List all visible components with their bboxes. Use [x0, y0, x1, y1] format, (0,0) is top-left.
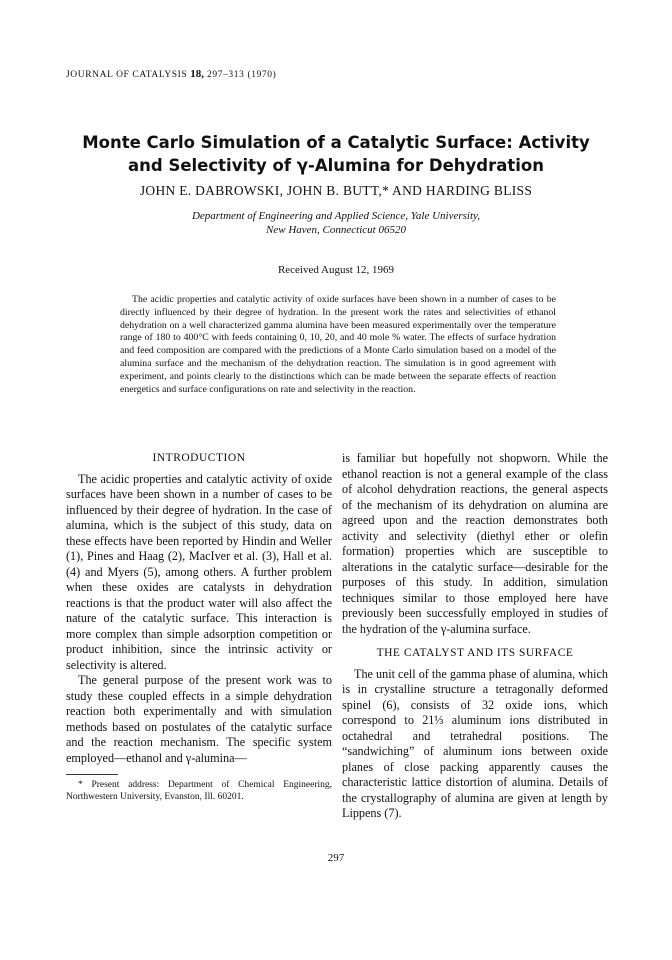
- right-paragraph-1: is familiar but hopefully not shopworn. While the ethanol reaction is not a general example of the class of alcohol dehydration reactions, the general aspects of the mechanism of its dehydration on alumina are agreed upon and the reaction demonstrates both activity and selectivity (diethyl ether or olefin formation) properties which are susceptible to alterations in the catalytic surface—desirable for the purposes of this study. In addition, simulation techniques similar to those employed here have previously been successfully employed in studies of the hydration of the γ-alumina surface.: [342, 451, 608, 636]
- received-date: Received August 12, 1969: [277, 264, 395, 276]
- journal-citation: [66, 68, 276, 80]
- journal-name: JOURNAL OF CATALYSIS: [66, 70, 188, 80]
- affiliation-line-2: New Haven, Connecticut 06520: [266, 224, 406, 236]
- journal-pages: 297–313 (1970): [207, 70, 277, 80]
- intro-paragraph-2: The general purpose of the present work was to study these coupled effects in a simple dehydration reaction both experimentally and with simulation methods based on postulates of the catalytic surface and the reaction mechanism. The specific system employed—ethanol and γ-alumina—: [66, 673, 332, 765]
- abstract: [120, 294, 556, 396]
- author-list: JOHN E. DABROWSKI, JOHN B. BUTT,* AND HARDING BLISS: [139, 183, 533, 198]
- right-column: [342, 451, 608, 822]
- catalyst-paragraph-1: The unit cell of the gamma phase of alumina, which is in crystalline structure a tetragonally deformed spinel (6), consists of 32 oxide ions, which correspond to 21⅓ aluminum ions distributed in octahedral and tetrahedral positions. The “sandwiching” of aluminum ions between oxide planes of close packing apparently causes the characteristic lattice distortion of alumina. Details of the crystallography of alumina are given at length by Lippens (7).: [342, 666, 608, 820]
- abstract-text: The acidic properties and catalytic activity of oxide surfaces have been shown in a number of cases to be directly influenced by their degree of hydration. In the present work the rates and selectivities of ethanol dehydration on a well characterized gamma alumina have been measured experimentally over the temperature range of 180 to 400°C with feeds containing 0, 10, 20, and 40 mole % water. The effects of surface hydration and feed composition are compared with the predictions of a Monte Carlo simulation based on a model of the alumina surface and the mechanism of the dehydration reaction. The simulation is in good agreement with experiment, and points clearly to the distinctions which can be made between the separate effects of reaction energetics and surface configurations on rate and selectivity in the reaction.: [120, 294, 556, 395]
- footnote: * Present address: Department of Chemical Engineering, Northwestern University, Evanston, Ill. 60201.: [66, 780, 332, 802]
- catalyst-heading: THE CATALYST AND ITS SURFACE: [376, 647, 574, 659]
- left-column: [66, 451, 332, 803]
- page-number: 297: [327, 852, 345, 864]
- affiliation-line-1: Department of Engineering and Applied Science, Yale University,: [191, 210, 481, 222]
- paper-title: Monte Carlo Simulation of a Catalytic Surface: Activity and Selectivity of γ-Alumina for Dehydration: [82, 133, 590, 175]
- introduction-heading: INTRODUCTION: [152, 452, 246, 464]
- affiliation: [70, 209, 602, 237]
- footnote-rule: [66, 774, 118, 775]
- intro-paragraph-1: The acidic properties and catalytic activity of oxide surfaces have been shown in a number of cases to be influenced by their degree of hydration. In the case of alumina, which is the subject of this study, data on these effects have been reported by Hindin and Weller (1), Pines and Haag (2), MacIver et al. (3), Hall et al. (4) and Myers (5), among others. A further problem when these oxides are catalysts in dehydration reactions is that the product water will also affect the nature of the catalytic surface. This interaction is more complex than simple adsorption competition or product inhibition, since the intrinsic activity or selectivity is altered.: [66, 471, 332, 672]
- journal-volume: 18,: [190, 68, 205, 80]
